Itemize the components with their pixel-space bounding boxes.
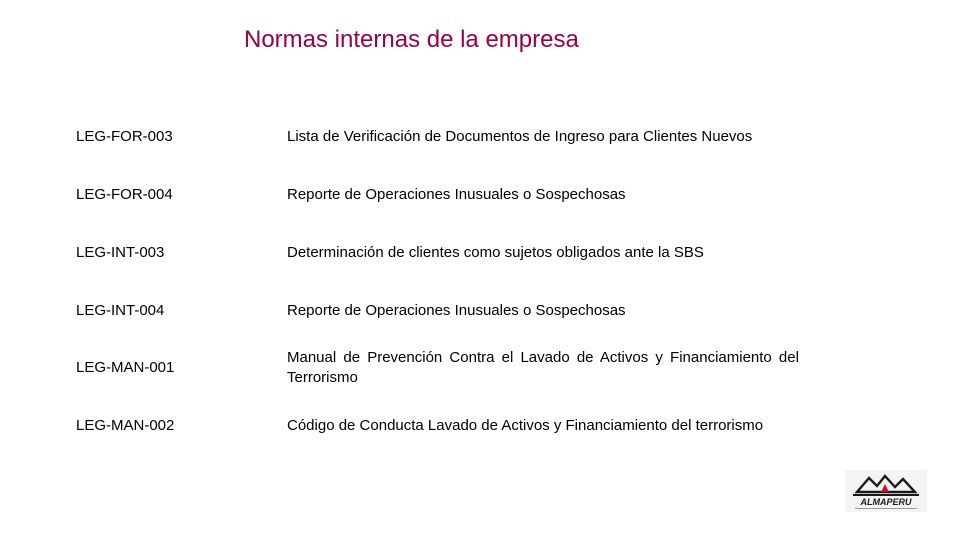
document-code: LEG-INT-003 bbox=[76, 244, 165, 261]
document-code: LEG-FOR-003 bbox=[76, 128, 173, 145]
document-code: LEG-MAN-001 bbox=[76, 359, 175, 376]
page-title: Normas internas de la empresa bbox=[244, 26, 579, 53]
document-title: Reporte de Operaciones Inusuales o Sospechosas bbox=[287, 302, 626, 319]
logo-wordmark: ALMAPERU bbox=[860, 497, 912, 507]
almaperu-logo-icon bbox=[845, 470, 927, 512]
document-title: Manual de Prevención Contra el Lavado de Activos y Financiamiento del Terrorismo bbox=[287, 349, 799, 386]
document-title: Determinación de clientes como sujetos obligados ante la SBS bbox=[287, 244, 704, 261]
document-title: Lista de Verificación de Documentos de Ingreso para Clientes Nuevos bbox=[287, 128, 753, 145]
document-code: LEG-INT-004 bbox=[76, 302, 165, 319]
document-title: Reporte de Operaciones Inusuales o Sospechosas bbox=[287, 186, 626, 203]
document-code: LEG-FOR-004 bbox=[76, 186, 173, 203]
logo-tagline-rule bbox=[855, 508, 917, 509]
document-title: Código de Conducta Lavado de Activos y Financiamiento del terrorismo bbox=[287, 417, 764, 434]
document-code: LEG-MAN-002 bbox=[76, 417, 175, 434]
logo-baseline bbox=[853, 494, 919, 496]
almaperu-logo bbox=[845, 470, 927, 512]
